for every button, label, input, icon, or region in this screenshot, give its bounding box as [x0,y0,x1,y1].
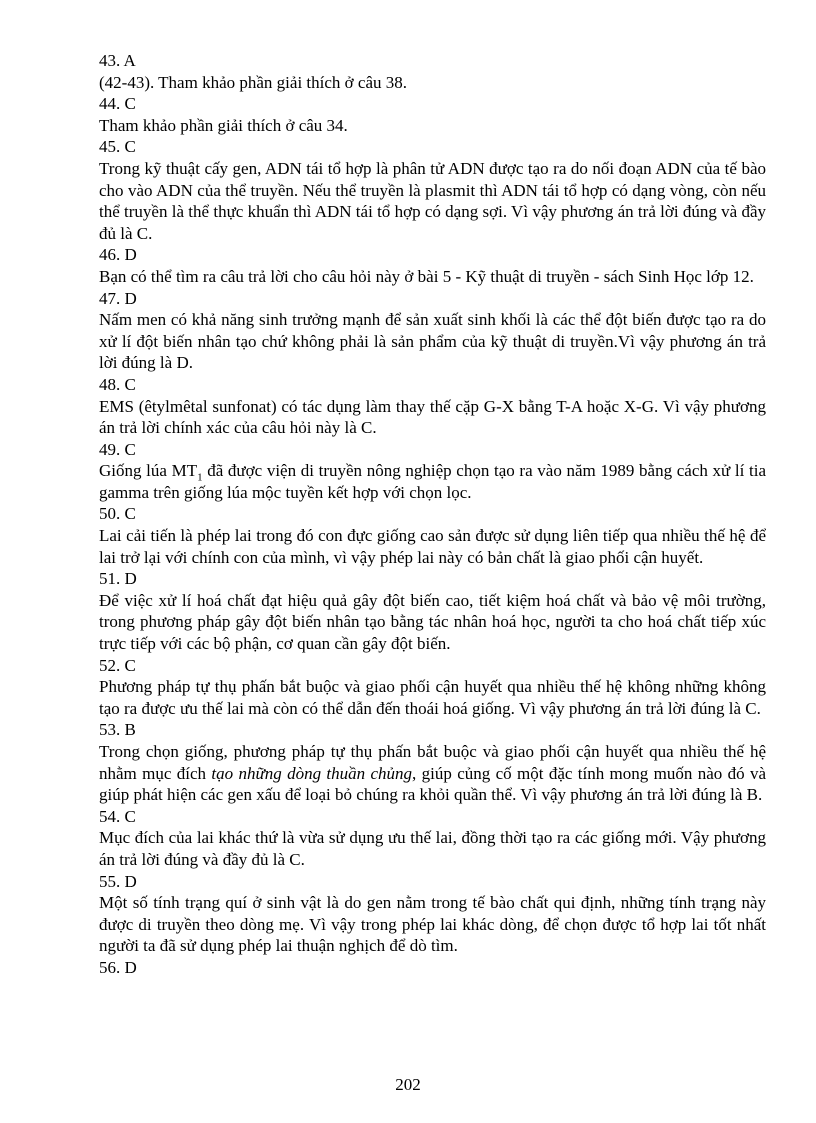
explanation-text: Bạn có thể tìm ra câu trả lời cho câu hỏi này ở bài 5 - Kỹ thuật di truyền - sách Sinh Học lớp 12. [99,266,754,286]
explanation-text: Phương pháp tự thụ phấn bắt buộc và giao phối cận huyết qua nhiều thế hệ không những không tạo ra được ưu thế lai mà còn có thể dẫn đến thoái hoá giống. Vì vậy phương án trả lời đúng là C. [99,677,766,718]
answer-label: 52. C [99,655,136,675]
italic-phrase: tạo những dòng thuần chủng [211,763,413,783]
explanation-text: Trong kỹ thuật cấy gen, ADN tái tổ hợp là phân tử ADN được tạo ra do nối đoạn ADN của tế bào cho vào ADN của thể truyền. Nếu thể truyền là plasmit thì ADN tái tổ hợp có dạng vòng, còn nếu thể truyền là thể thực khuẩn thì ADN tái tổ hợp có dạng sợi. Vì vậy phương án trả lời đúng và đầy đủ là C. [99,158,766,243]
page-number: 202 [395,1075,421,1094]
explanation-text [99,460,766,503]
answer-label: 48. C [99,374,136,394]
explanation-text-end: , giúp củng cố một đặc tính mong muốn nào đó và giúp phát hiện các gen xấu để loại bỏ chúng ra khỏi quần thể. Vì vậy phương án trả lời đúng là B. [99,763,766,805]
answer-label: 47. D [99,288,137,308]
explanation-text-end: đã được viện di truyền nông nghiệp chọn tạo ra vào năm 1989 bằng cách xử lí tia gamma trên giống lúa mộc tuyền kết hợp với chọn lọc. [99,461,766,502]
explanation-text: Tham khảo phần giải thích ở câu 34. [99,115,348,135]
answer-label: 43. A [99,51,136,70]
explanation-text [99,741,766,806]
explanation-text: EMS (êtylmêtal sunfonat) có tác dụng làm thay thế cặp G-X bằng T-A hoặc X-G. Vì vậy phương án trả lời chính xác của câu hỏi này là C. [99,396,766,438]
explanation-text: Mục đích của lai khác thứ là vừa sử dụng ưu thế lai, đồng thời tạo ra các giống mới. Vậy phương án trả lời đúng và đầy đủ là C. [99,828,766,869]
explanation-text: Nấm men có khả năng sinh trưởng mạnh để sản xuất sinh khối là các thể đột biến được tạo ra do xử lí đột biến nhân tạo chứ không phải là sản phẩm của kỹ thuật di truyền.Vì vậy phương án trả lời đúng là D. [99,310,766,373]
answer-label: 54. C [99,806,136,826]
answer-label: 53. B [99,720,136,740]
answer-label: 45. C [99,137,136,157]
answer-label: 46. D [99,245,137,265]
answer-label: 56. D [99,957,137,977]
answer-label: 55. D [99,871,137,891]
explanation-text: Lai cải tiến là phép lai trong đó con đực giống cao sản được sử dụng liên tiếp qua nhiều thế hệ để lai trở lại với chính con của mình, vì vậy phép lai này có bản chất là giao phối cận huyết. [99,526,766,567]
explanation-text: (42-43). Tham khảo phần giải thích ở câu 38. [99,72,407,92]
explanation-text: Để việc xử lí hoá chất đạt hiệu quả gây đột biến cao, tiết kiệm hoá chất và bảo vệ môi trường, trong phương pháp gây đột biến nhân tạo bằng tác nhân hoá học, người ta cho hoá chất tiếp xúc trực tiếp với các bộ phận, cơ quan cần gây đột biến. [99,590,766,654]
explanation-text-start: Giống lúa MT [99,461,198,481]
answer-label: 44. C [99,94,136,114]
explanation-text-start: Trong chọn giống, phương pháp tự thụ phấn bắt buộc và giao phối cận huyết qua nhiều thế hệ nhằm mục đích [99,742,766,783]
subscript: 1 [197,471,203,484]
answer-label: 50. C [99,504,136,524]
answer-label: 49. C [99,439,136,459]
answer-label: 51. D [99,569,137,589]
explanation-text: Một số tính trạng quí ở sinh vật là do gen nằm trong tế bào chất qui định, những tính trạng này được di truyền theo dòng mẹ. Vì vậy trong phép lai khác dòng, để chọn được tổ hợp lai tốt nhất người ta đã sử dụng phép lai thuận nghịch để dò tìm. [99,893,766,956]
answer-explanations [99,50,766,979]
